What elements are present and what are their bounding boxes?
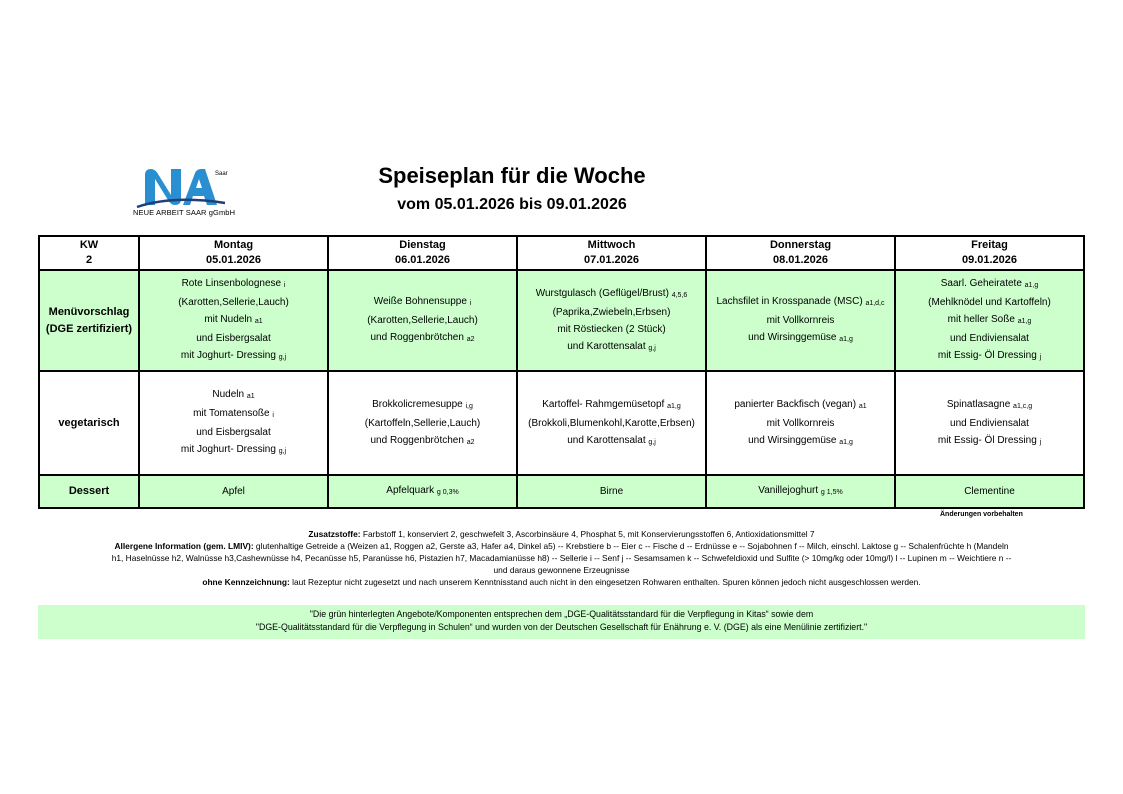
- dish-text: Apfelquark: [386, 485, 437, 496]
- no-labeling-line: [38, 576, 1085, 588]
- dish-text: und Karottensalat: [567, 340, 649, 352]
- dish-text: Kartoffel- Rahmgemüsetopf: [542, 398, 668, 410]
- allergen-code: g,j: [278, 354, 287, 361]
- dish-text: (Paprika,Zwiebeln,Erbsen): [552, 306, 671, 318]
- dessert-line: [331, 482, 514, 501]
- logo-saar-label: Saar: [215, 171, 228, 177]
- menu-cell: [895, 270, 1084, 371]
- menu-label-line: Menüvorschlag: [48, 305, 130, 318]
- dish-text: mit Joghurt- Dressing: [180, 444, 279, 455]
- menu-cell: [706, 270, 895, 371]
- additives-text: Farbstoff 1, konserviert 2, geschwefelt 3, Ascorbinsäure 4, Phosphat 5, mit Konservierungsstoffen 6, Antioxidationsmittel 7: [360, 529, 815, 539]
- day-header-cell: [895, 236, 1084, 270]
- dish-text: (Brokkoli,Blumenkohl,Karotte,Erbsen): [528, 417, 695, 429]
- allergen-code: a2: [466, 336, 475, 343]
- dge-note-line: "DGE-Qualitätsstandard für die Verpflegung in Schulen“ und wurden von der Deutschen Gesellschaft für Enährung e. V. (DGE) als eine Menülinie zertifiziert.": [255, 622, 868, 632]
- dish-text: und Wirsinggemüse: [748, 434, 840, 446]
- vegetarian-cell: [139, 371, 328, 475]
- allergen-code: a1: [246, 393, 255, 400]
- day-name: Montag: [213, 239, 254, 251]
- dish-text: mit heller Soße: [947, 314, 1018, 325]
- dish-line: [898, 432, 1081, 451]
- dish-text: panierter Backfisch (vegan): [734, 398, 859, 410]
- allergen-code: a2: [466, 438, 475, 446]
- kw-label: KW: [79, 239, 99, 251]
- dish-line: [520, 321, 703, 338]
- dish-line: [520, 285, 703, 304]
- menu-cell: [517, 270, 706, 371]
- dish-line: [331, 415, 514, 432]
- kw-value: 2: [85, 254, 93, 266]
- dessert-line: [709, 482, 892, 501]
- page-title: Speiseplan für die Woche: [378, 163, 646, 188]
- dish-text: Wurstgulasch (Geflügel/Brust): [535, 287, 672, 299]
- dish-text: Vanillejoghurt: [758, 485, 821, 496]
- dish-line: [331, 432, 514, 451]
- dish-text: und Eisbergsalat: [196, 333, 271, 344]
- dish-text: und Eisbergsalat: [196, 427, 271, 438]
- allergen-code: g,j: [278, 448, 287, 455]
- dish-text: mit Röstiecken (2 Stück): [557, 323, 666, 335]
- dish-text: (Mehlknödel und Kartoffeln): [928, 297, 1051, 308]
- dessert-cell: [517, 475, 706, 508]
- allergen-code: j: [1039, 438, 1042, 446]
- dish-line: [520, 396, 703, 415]
- dish-text: mit Vollkornreis: [766, 315, 835, 326]
- dish-line: [331, 293, 514, 312]
- legend-block: [38, 528, 1085, 588]
- allergens-line: h1, Haselnüsse h2, Walnüsse h3,Cashewnüsse h4, Pecanüsse h5, Paranüsse h6, Pistazien h7, Macadamianüsse h8) -- Sellerie i -- Senf j -- Sesamsamen k -- Schwefeldioxid und Sulfite (> 10mg/kg oder 10mg/l) l -- Lupinen m -- Weichtiere n --: [111, 553, 1012, 563]
- day-name: Dienstag: [399, 239, 446, 251]
- day-date: 09.01.2026: [961, 254, 1018, 266]
- dish-text: (Karotten,Sellerie,Lauch): [178, 297, 289, 308]
- dish-line: [709, 415, 892, 432]
- dish-line: [709, 312, 892, 329]
- dish-line: [331, 396, 514, 415]
- allergen-code: a1,g: [839, 336, 853, 343]
- allergen-code: a1,g: [839, 438, 853, 446]
- vegetarian-cell: [517, 371, 706, 475]
- dish-line: [142, 330, 325, 347]
- dish-line: [142, 386, 325, 405]
- kw-header-cell: [39, 236, 139, 270]
- allergens-text: glutenhaltige Getreide a (Weizen a1, Roggen a2, Gerste a3, Hafer a4, Dinkel a5) -- Krebstiere b -- Eier c -- Fische d -- Erdnüsse e -- Sojabohnen f -- Milch, einschl. Laktose g -- Schalenfrüchte h (Mandeln: [253, 541, 1009, 551]
- dish-line: [898, 311, 1081, 330]
- page-subtitle: vom 05.01.2026 bis 09.01.2026: [397, 196, 627, 213]
- header-row: [39, 236, 1084, 270]
- dish-text: und Wirsinggemüse: [748, 332, 840, 343]
- dish-line: [520, 432, 703, 451]
- dish-text: Brokkolicremesuppe: [372, 398, 466, 410]
- allergen-code: i: [272, 412, 274, 419]
- dessert-cell: [706, 475, 895, 508]
- dish-text: Nudeln: [212, 389, 247, 400]
- dish-text: und Karottensalat: [567, 434, 649, 446]
- menu-label-line: (DGE zertifiziert): [45, 322, 133, 335]
- dish-text: Rote Linsenbolognese: [181, 278, 284, 289]
- day-header-cell: [139, 236, 328, 270]
- dish-text: mit Vollkornreis: [766, 417, 835, 429]
- allergens-line: und daraus gewonnene Erzeugnisse: [493, 565, 630, 575]
- allergen-code: a1,g: [1024, 282, 1039, 289]
- dish-line: [898, 330, 1081, 347]
- day-date: 08.01.2026: [772, 254, 829, 266]
- dish-line: [709, 396, 892, 415]
- allergen-code: a1,g: [667, 402, 681, 410]
- dish-text: Clementine: [964, 486, 1015, 497]
- dessert-cell: [895, 475, 1084, 508]
- allergen-code: a1,c,g: [1013, 402, 1033, 410]
- allergen-code: a1: [254, 318, 263, 325]
- additives-label: Zusatzstoffe:: [308, 529, 361, 539]
- day-header-cell: [706, 236, 895, 270]
- dish-line: [142, 441, 325, 460]
- dish-line: [520, 304, 703, 321]
- menu-row-label: [39, 270, 139, 371]
- dish-line: [142, 311, 325, 330]
- dessert-cell: [139, 475, 328, 508]
- dish-text: und Roggenbrötchen: [370, 332, 467, 343]
- dish-line: [331, 312, 514, 329]
- dish-line: [142, 405, 325, 424]
- no-labeling-text: laut Rezeptur nicht zugesetzt und nach unserem Kenntnisstand auch nicht in den eingesetzen Rohwaren enthalten. Spuren können jedoch nicht ausgeschlossen werden.: [289, 577, 921, 587]
- vegetarian-cell: [706, 371, 895, 475]
- dish-text: Weiße Bohnensuppe: [373, 296, 470, 307]
- allergen-code: j: [1039, 354, 1042, 361]
- no-labeling-label: ohne Kennzeichnung:: [202, 577, 290, 587]
- dessert-line: [142, 483, 325, 500]
- allergen-code: a1,g: [1017, 318, 1032, 325]
- day-date: 06.01.2026: [394, 254, 451, 266]
- dish-text: Apfel: [222, 486, 245, 497]
- day-header-cell: [517, 236, 706, 270]
- allergen-code: a1,d,c: [865, 300, 885, 307]
- menu-row: [39, 270, 1084, 371]
- menu-cell: [139, 270, 328, 371]
- company-logo: [133, 165, 253, 219]
- day-name: Donnerstag: [769, 239, 832, 251]
- allergen-code: g,j: [648, 438, 656, 446]
- dish-text: und Endiviensalat: [950, 333, 1029, 344]
- dessert-row-label: Dessert: [39, 475, 139, 508]
- dish-line: [142, 294, 325, 311]
- day-date: 07.01.2026: [583, 254, 640, 266]
- day-date: 05.01.2026: [205, 254, 262, 266]
- meal-plan-table: [38, 235, 1085, 509]
- menu-cell: [328, 270, 517, 371]
- dessert-cell: [328, 475, 517, 508]
- allergen-code: 4,5,6: [671, 291, 688, 299]
- dish-text: mit Joghurt- Dressing: [180, 350, 279, 361]
- dessert-line: [898, 483, 1081, 500]
- allergens-line: [38, 540, 1085, 552]
- logo-mark-icon: [133, 165, 228, 209]
- dish-line: [709, 293, 892, 312]
- dish-text: und Endiviensalat: [950, 417, 1029, 429]
- dish-text: mit Essig- Öl Dressing: [937, 434, 1040, 446]
- additives-line: [38, 528, 1085, 540]
- day-header-cell: [328, 236, 517, 270]
- dish-line: [520, 415, 703, 432]
- dish-line: [709, 329, 892, 348]
- changes-note: Änderungen vorbehalten: [940, 511, 1023, 518]
- dish-text: (Kartoffeln,Sellerie,Lauch): [364, 417, 481, 429]
- dge-note-line: "Die grün hinterlegten Angebote/Komponenten entsprechen dem „DGE-Qualitätsstandard für die Verpflegung in Kitas“ sowie dem: [309, 609, 814, 619]
- allergen-code: g 0,3%: [436, 489, 459, 496]
- dish-text: Birne: [599, 486, 624, 497]
- allergen-code: i: [283, 282, 286, 289]
- dish-text: und Roggenbrötchen: [370, 434, 467, 446]
- dish-text: Spinatlasagne: [946, 398, 1014, 410]
- dish-line: [898, 415, 1081, 432]
- vegetarian-row: [39, 371, 1084, 475]
- allergens-label: Allergene Information (gem. LMIV):: [114, 541, 254, 551]
- allergen-code: a1: [858, 402, 867, 410]
- dish-line: [142, 347, 325, 366]
- vegetarian-cell: [328, 371, 517, 475]
- dessert-row: [39, 475, 1084, 508]
- dish-text: mit Nudeln: [204, 314, 255, 325]
- dish-line: [142, 424, 325, 441]
- dessert-line: [520, 483, 703, 500]
- allergen-code: g 1,5%: [820, 489, 843, 496]
- dish-text: Saarl. Geheiratete: [940, 278, 1025, 289]
- vegetarian-row-label: vegetarisch: [39, 371, 139, 475]
- logo-company-name: NEUE ARBEIT SAAR gGmbH: [133, 208, 236, 217]
- dish-line: [142, 275, 325, 294]
- day-name: Freitag: [971, 239, 1008, 251]
- dish-text: (Karotten,Sellerie,Lauch): [367, 315, 478, 326]
- day-name: Mittwoch: [587, 239, 636, 251]
- dish-line: [331, 329, 514, 348]
- allergen-code: g,j: [648, 344, 656, 352]
- dish-text: Lachsfilet in Krosspanade (MSC): [716, 296, 866, 307]
- dish-line: [520, 338, 703, 357]
- dge-certification-note: [38, 605, 1085, 639]
- dish-text: mit Tomatensoße: [193, 408, 273, 419]
- dish-line: [898, 347, 1081, 366]
- allergen-code: i,g: [465, 402, 473, 410]
- allergen-code: i: [469, 300, 472, 307]
- dish-line: [898, 294, 1081, 311]
- dish-line: [898, 275, 1081, 294]
- dish-line: [709, 432, 892, 451]
- dish-text: mit Essig- Öl Dressing: [937, 350, 1040, 361]
- vegetarian-cell: [895, 371, 1084, 475]
- dish-line: [898, 396, 1081, 415]
